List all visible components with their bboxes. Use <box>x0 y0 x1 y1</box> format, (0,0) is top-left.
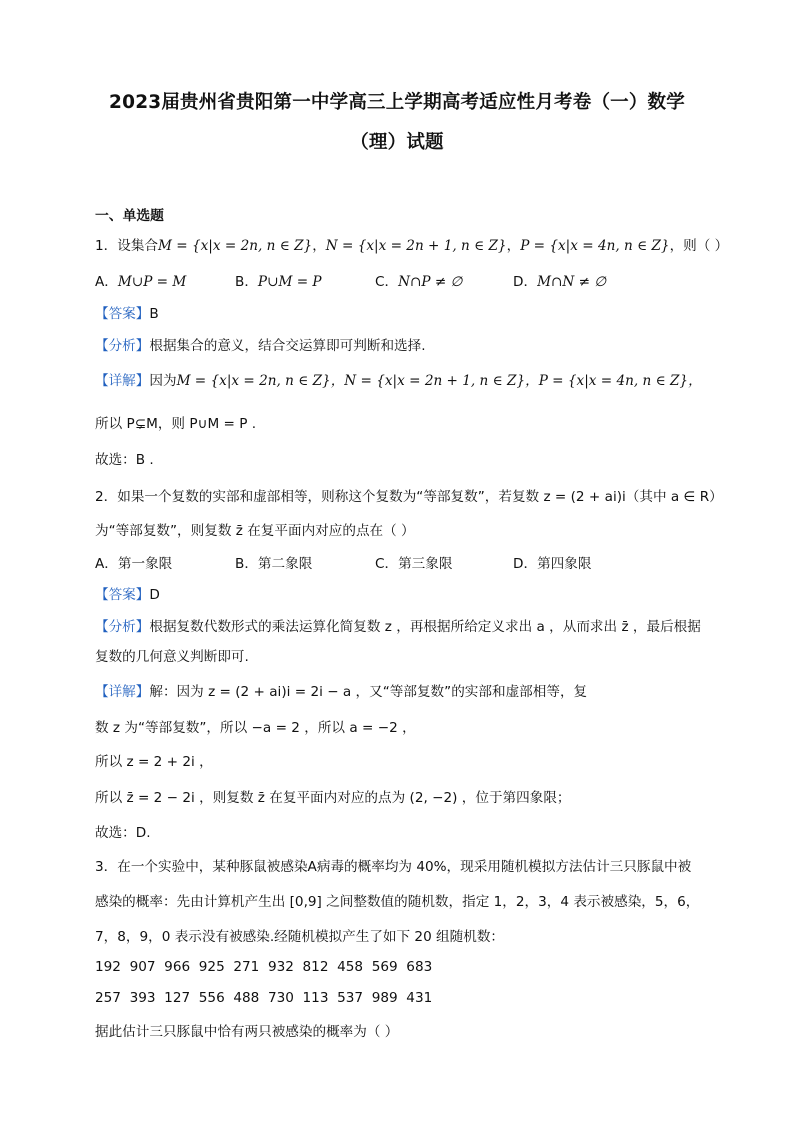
question-3-stem-line-1: 3．在一个实验中，某种豚鼠被感染A病毒的概率均为 40%，现采用随机模拟方法估计三只豚鼠中被 <box>95 859 692 875</box>
q2-analysis-line-2: 复数的几何意义判断即可. <box>95 649 249 665</box>
q2-answer <box>95 583 160 603</box>
q1-set-n: N = {x|x = 2n + 1, n ∈ Z} <box>325 238 507 254</box>
detail-tag: 【详解】 <box>95 684 150 700</box>
analysis-tag: 【分析】 <box>95 619 150 635</box>
q2-detail-line-3: 所以 z = 2 + 2i ， <box>95 754 213 770</box>
q2-choose: 故选：D. <box>95 825 151 841</box>
q1-option-a: A．M∪P = M <box>95 274 187 290</box>
answer-tag: 【答案】 <box>95 587 150 603</box>
q2-option-d: D．第四象限 <box>513 556 592 572</box>
q1-option-b: B．P∪M = P <box>235 274 322 290</box>
q1-answer <box>95 302 159 322</box>
document-title-line-1: 2023届贵州省贵阳第一中学高三上学期高考适应性月考卷（一）数学 <box>109 92 685 113</box>
question-3-stem-line-4: 据此估计三只豚鼠中恰有两只被感染的概率为（ ） <box>95 1024 399 1040</box>
question-3-stem-line-3: 7，8，9，0 表示没有被感染.经随机模拟产生了如下 20 组随机数： <box>95 929 505 945</box>
q1-stem-end: ，则（ ） <box>669 238 729 254</box>
question-2-stem-line-1: 2．如果一个复数的实部和虚部相等，则称这个复数为“等部复数”，若复数 z = (2 + ai)i（其中 a ∈ R） <box>95 489 723 505</box>
answer-value: B <box>149 306 159 322</box>
question-3-stem-line-2: 感染的概率：先由计算机产生出 [0,9] 之间整数值的随机数，指定 1，2，3，4 表示被感染，5，6， <box>95 894 700 910</box>
analysis-text: 根据集合的意义，结合交运算即可判断和选择. <box>149 338 426 354</box>
analysis-tag: 【分析】 <box>95 338 150 354</box>
section-heading: 一、单选题 <box>95 208 164 224</box>
q1-option-d: D．M∩N ≠ ∅ <box>513 274 607 290</box>
q2-option-b: B．第二象限 <box>235 556 313 572</box>
q1-detail: 【详解】因为M = {x|x = 2n, n ∈ Z}，N = {x|x = 2n + 1, n ∈ Z}，P = {x|x = 4n, n ∈ Z}， <box>95 373 702 389</box>
q1-analysis <box>95 334 426 354</box>
detail-tag: 【详解】 <box>95 373 150 389</box>
q1-number: 1．设集合 <box>95 238 159 254</box>
answer-value: D <box>149 587 160 603</box>
q2-detail-line-2: 数 z 为“等部复数”，所以 −a = 2 ，所以 a = −2 ， <box>95 720 416 736</box>
q2-option-c: C．第三象限 <box>375 556 453 572</box>
q1-set-p: P = {x|x = 4n, n ∈ Z} <box>520 238 670 254</box>
q1-option-c: C．N∩P ≠ ∅ <box>375 274 463 290</box>
q1-choose: 故选：B . <box>95 452 154 468</box>
document-title-line-2: （理）试题 <box>350 132 444 153</box>
analysis-text: 根据复数代数形式的乘法运算化简复数 z ，再根据所给定义求出 a ，从而求出 z̄ ，最后根据 <box>149 619 701 635</box>
q1-detail-conclusion: 所以 P⊊M，则 P∪M = P . <box>95 416 257 432</box>
question-1-options <box>95 270 606 290</box>
answer-tag: 【答案】 <box>95 306 150 322</box>
q2-option-a: A．第一象限 <box>95 556 173 572</box>
random-numbers-row-1: 192 907 966 925 271 932 812 458 569 683 <box>95 959 433 975</box>
question-1-stem: 1．设集合M = {x|x = 2n, n ∈ Z}，N = {x|x = 2n + 1, n ∈ Z}，P = {x|x = 4n, n ∈ Z}，则（ ） <box>95 238 729 254</box>
question-2-stem-line-2: 为“等部复数”，则复数 z̄ 在复平面内对应的点在（ ） <box>95 523 415 539</box>
q2-detail-line-1: 【详解】解：因为 z = (2 + ai)i = 2i − a ，又“等部复数”的实部和虚部相等，复 <box>95 684 588 700</box>
q2-detail-line-4: 所以 z̄ = 2 − 2i ，则复数 z̄ 在复平面内对应的点为 (2, −2) ，位于第四象限； <box>95 790 571 806</box>
question-2-options <box>95 552 591 572</box>
random-numbers-row-2: 257 393 127 556 488 730 113 537 989 431 <box>95 990 433 1006</box>
q1-set-m: M = {x|x = 2n, n ∈ Z} <box>158 238 313 254</box>
q2-analysis-line-1 <box>95 615 701 635</box>
q1-detail-sets: M = {x|x = 2n, n ∈ Z}，N = {x|x = 2n + 1, n ∈ Z}，P = {x|x = 4n, n ∈ Z}， <box>176 373 702 389</box>
